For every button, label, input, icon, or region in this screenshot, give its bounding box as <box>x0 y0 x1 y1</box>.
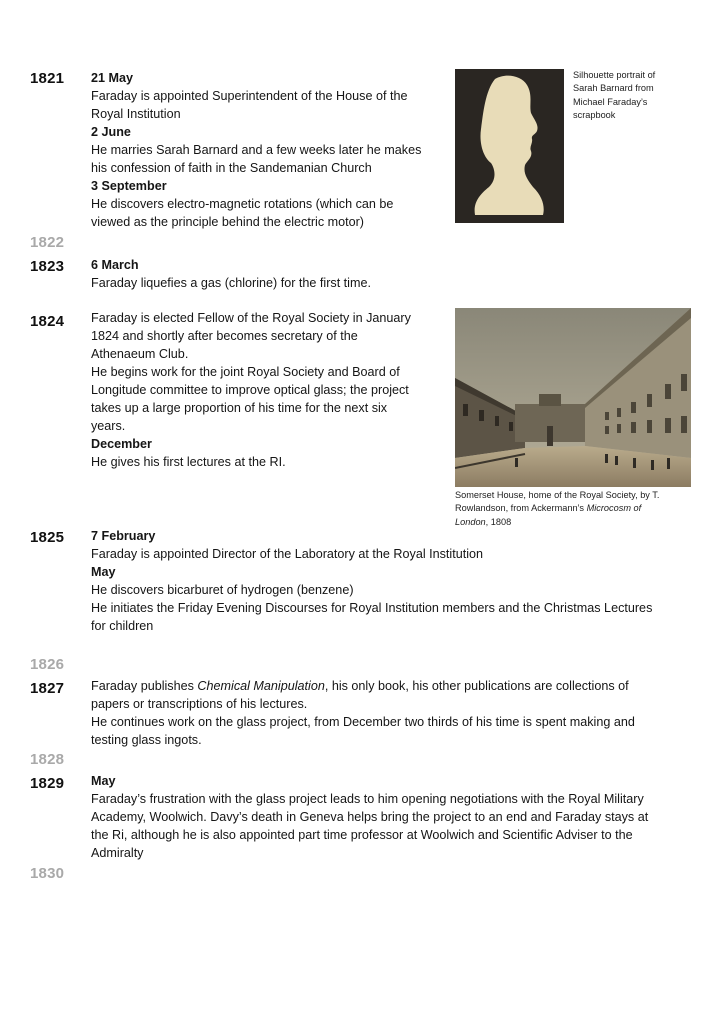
entry-1825 <box>91 527 711 635</box>
entry-text: Faraday is elected Fellow of the Royal Society in January <box>91 311 411 325</box>
entry-text: Faraday liquefies a gas (chlorine) for the first time. <box>91 276 371 290</box>
entry-text: He discovers electro-magnetic rotations (which can be <box>91 197 394 211</box>
year-1825: 1825 <box>30 529 65 546</box>
date-heading: 2 June <box>91 125 131 139</box>
caption-line: Silhouette portrait of <box>573 70 656 80</box>
date-heading: 21 May <box>91 71 134 85</box>
entry-text: 1824 and shortly after becomes secretary of the <box>91 329 358 343</box>
entry-text: viewed as the principle behind the electric motor) <box>91 215 365 229</box>
caption-line: Michael Faraday’s <box>573 96 648 107</box>
entry-text: years. <box>91 419 126 433</box>
somerset-caption <box>455 489 705 529</box>
entry-text: Faraday is appointed Superintendent of the House of the <box>91 89 408 103</box>
caption-book-title: Microcosm of <box>586 503 642 514</box>
entry-text: the Ri, although he is also appointed part time professor at Woolwich and Scientific Adviser to the <box>91 828 633 842</box>
entry-text: He discovers bicarburet of hydrogen (benzene) <box>91 583 354 597</box>
somerset-house-image <box>455 308 691 487</box>
entry-1823 <box>91 256 451 292</box>
caption-text: Rowlandson, from Ackermann’s <box>455 503 587 514</box>
caption-line: Sarah Barnard from <box>573 83 654 94</box>
entry-text: Faraday is appointed Director of the Laboratory at the Royal Institution <box>91 547 484 561</box>
entry-text: He continues work on the glass project, from December two thirds of his time is spent making and <box>91 715 635 729</box>
entry-text: He marries Sarah Barnard and a few weeks later he makes <box>91 143 422 157</box>
entry-text: Admiralty <box>91 846 144 860</box>
year-1822: 1822 <box>30 234 65 251</box>
year-1824: 1824 <box>30 313 65 330</box>
caption-text: , 1808 <box>485 516 512 527</box>
entry-text: his confession of faith in the Sandemanian Church <box>91 161 372 175</box>
entry-text: Athenaeum Club. <box>91 347 189 361</box>
date-heading: December <box>91 437 152 451</box>
year-1828: 1828 <box>30 751 65 768</box>
caption-line: scrapbook <box>573 109 616 120</box>
entry-text: He gives his first lectures at the RI. <box>91 455 286 469</box>
silhouette-portrait-image <box>455 69 564 223</box>
entry-text: testing glass ingots. <box>91 733 202 747</box>
entry-text: Academy, Woolwich. Davy’s death in Geneva helps bring the project to an end and Faraday stays at <box>91 810 649 824</box>
entry-text: Longitude committee to improve optical glass; the project <box>91 383 409 397</box>
entry-1821 <box>91 69 451 231</box>
date-heading: 6 March <box>91 258 139 272</box>
date-heading: 3 September <box>91 179 167 193</box>
caption-book-title: London <box>455 516 486 527</box>
date-heading: May <box>91 565 116 579</box>
book-title: Chemical Manipulation <box>197 679 325 693</box>
caption-line: Somerset House, home of the Royal Society, by T. <box>455 490 660 500</box>
silhouette-portrait-graphic <box>455 69 564 223</box>
entry-text-part: Faraday publishes <box>91 679 198 693</box>
caption-line <box>455 502 705 515</box>
somerset-house-graphic <box>455 308 691 487</box>
entry-text: He begins work for the joint Royal Society and Board of <box>91 365 400 379</box>
year-1826: 1826 <box>30 656 65 673</box>
entry-text: He initiates the Friday Evening Discourses for Royal Institution members and the Christmas Lectures <box>91 601 653 615</box>
year-1830: 1830 <box>30 865 65 882</box>
entry-text: for children <box>91 619 154 633</box>
year-1821: 1821 <box>30 70 65 87</box>
date-heading: May <box>91 774 116 788</box>
entry-1824 <box>91 309 451 471</box>
year-1829: 1829 <box>30 775 65 792</box>
entry-text: Royal Institution <box>91 107 181 121</box>
entry-text <box>91 677 711 695</box>
entry-text-part: , his only book, his other publications are collections of <box>324 679 629 693</box>
year-1827: 1827 <box>30 680 65 697</box>
date-heading: 7 February <box>91 529 156 543</box>
entry-text: takes up a large proportion of his time for the next six <box>91 401 388 415</box>
entry-1827 <box>91 677 711 749</box>
entry-text: Faraday’s frustration with the glass project leads to him opening negotiations with the Royal Military <box>91 792 644 806</box>
year-1823: 1823 <box>30 258 65 275</box>
entry-text: papers or transcriptions of his lectures. <box>91 697 308 711</box>
silhouette-caption <box>573 69 693 122</box>
entry-1829 <box>91 772 711 862</box>
